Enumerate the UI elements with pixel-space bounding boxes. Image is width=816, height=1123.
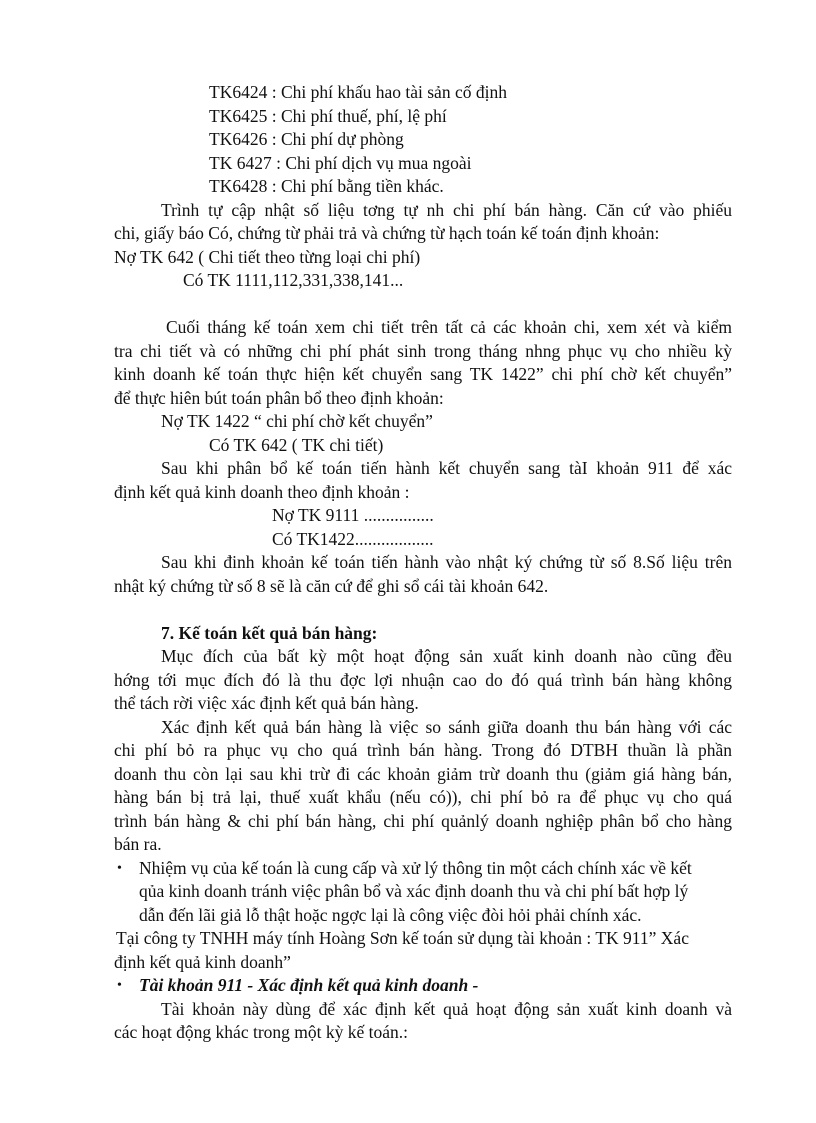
para2-line4: để thực hiên bút toán phân bổ theo định khoản: xyxy=(114,388,444,408)
section7-p2-line6: bán ra. xyxy=(114,834,162,854)
account-line-6424: TK6424 : Chi phí khấu hao tài sản cố định xyxy=(209,82,507,102)
para3-line4: Có TK1422.................. xyxy=(272,529,434,549)
para2-line2: tra chi tiết và có những chi phí phát sinh trong tháng nhng phục vụ cho nhiều kỳ xyxy=(114,341,732,361)
para4-line2: nhật ký chứng từ số 8 sẽ là căn cứ để ghi sổ cái tài khoản 642. xyxy=(114,576,549,596)
para1-line4: Có TK 1111,112,331,338,141... xyxy=(183,270,404,290)
para2-line6: Có TK 642 ( TK chi tiết) xyxy=(209,435,384,455)
company-line1: Tại công ty TNHH máy tính Hoàng Sơn kế toán sử dụng tài khoản : TK 911” Xác xyxy=(116,928,689,948)
para2-line5: Nợ TK 1422 “ chi phí chờ kết chuyển” xyxy=(161,411,433,431)
section7-p1-line3: thể tách rời việc xác định kết quả bán hàng. xyxy=(114,693,419,713)
para3-line3: Nợ TK 9111 ................ xyxy=(272,505,434,525)
section7-p2-line4: hàng bán bị trả lại, thuế xuất khẩu (nếu có)), chi phí bỏ ra để phục vụ cho quá xyxy=(114,787,732,807)
bullet1-line3: dẫn đến lãi giả lỗ thật hoặc ngợc lại là công việc đòi hỏi phải chính xác. xyxy=(139,905,642,925)
account-line-6428: TK6428 : Chi phí bằng tiền khác. xyxy=(209,176,444,196)
account-911-heading: Tài khoản 911 - Xác định kết quả kinh doanh - xyxy=(139,975,479,995)
section7-p3-line2: các hoạt động khác trong một kỳ kế toán.: xyxy=(114,1022,409,1042)
para4-line1: Sau khi đinh khoản kế toán tiến hành vào nhật ký chứng từ số 8.Số liệu trên xyxy=(161,552,732,572)
para1-line2: chi, giấy báo Có, chứng từ phải trả và chứng từ hạch toán kế toán định khoản: xyxy=(114,223,660,243)
section7-p2-line1: Xác định kết quả bán hàng là việc so sánh giữa doanh thu bán hàng với các xyxy=(161,717,732,737)
section7-p2-line2: chi phí bỏ ra phục vụ cho quá trình bán hàng. Trong đó DTBH thuần là phần xyxy=(114,740,732,760)
section7-p3-line1: Tài khoản này dùng để xác định kết quả hoạt động sản xuất kinh doanh và xyxy=(161,999,732,1019)
para2-line1: Cuối tháng kế toán xem chi tiết trên tất cả các khoản chi, xem xét và kiểm xyxy=(166,317,732,337)
account-line-6427: TK 6427 : Chi phí dịch vụ mua ngoài xyxy=(209,153,472,173)
para2-line3: kinh doanh kế toán thực hiện kết chuyển sang TK 1422” chi phí chờ kết chuyển” xyxy=(114,364,732,384)
section-heading: 7. Kế toán kết quả bán hàng: xyxy=(161,623,378,643)
section7-p2-line3: doanh thu còn lại sau khi trừ đi các khoản giảm trừ doanh thu (giảm giá hàng bán, xyxy=(114,764,732,784)
para3-line1: Sau khi phân bổ kế toán tiến hành kết chuyển sang tàI khoản 911 để xác xyxy=(161,458,732,478)
account-line-6426: TK6426 : Chi phí dự phòng xyxy=(209,129,404,149)
bullet1-line2: qủa kinh doanh tránh việc phân bổ và xác định doanh thu và chi phí bất hợp lý xyxy=(139,881,689,901)
bullet-icon: • xyxy=(117,861,122,876)
para1-line1: Trình tự cập nhật số liệu tơng tự nh chi phí bán hàng. Căn cứ vào phiếu xyxy=(161,200,732,220)
bullet1-line1: Nhiệm vụ của kế toán là cung cấp và xử lý thông tin một cách chính xác về kết xyxy=(139,858,692,878)
bullet-icon: • xyxy=(117,978,122,993)
section7-p2-line5: trình bán hàng & chi phí bán hàng, chi phí quảnlý doanh nghiệp phân bổ cho hàng xyxy=(114,811,732,831)
para1-line3: Nợ TK 642 ( Chi tiết theo từng loại chi phí) xyxy=(114,247,421,267)
section7-p1-line2: hớng tới mục đích đó là thu đợc lợi nhuận cao do đó quá trình bán hàng không xyxy=(114,670,732,690)
section7-p1-line1: Mục đích của bất kỳ một hoạt động sản xuất kinh doanh nào cũng đều xyxy=(161,646,732,666)
company-line2: định kết quả kinh doanh” xyxy=(114,952,291,972)
account-line-6425: TK6425 : Chi phí thuế, phí, lệ phí xyxy=(209,106,447,126)
para3-line2: định kết quả kinh doanh theo định khoản : xyxy=(114,482,410,502)
